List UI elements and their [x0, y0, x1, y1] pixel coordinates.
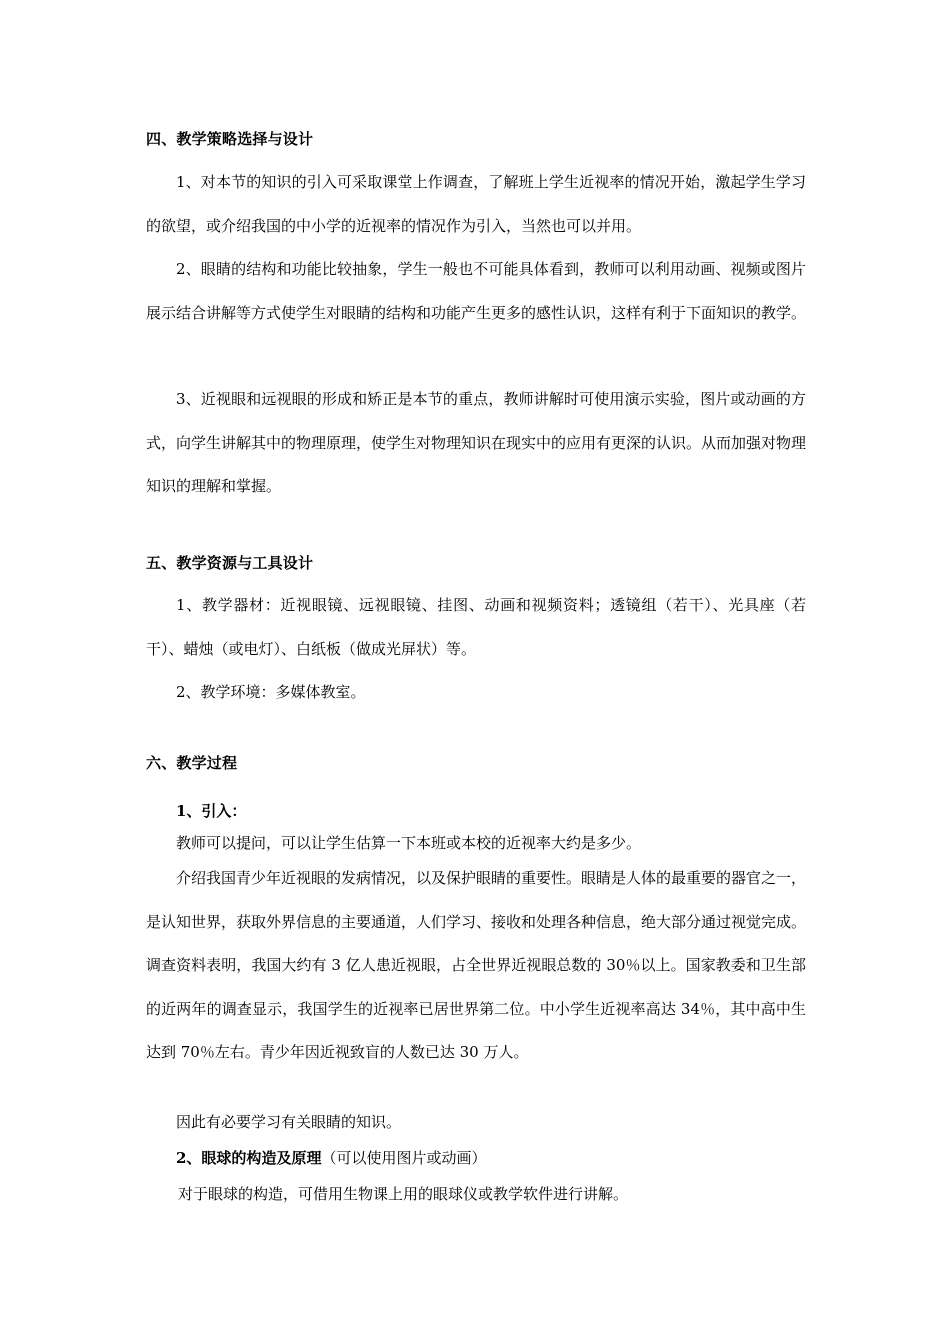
section4-para2 [146, 248, 806, 335]
section6-item2-line1: 对于眼球的构造，可借用生物课上用的眼球仪或教学软件进行讲解。 [178, 1185, 629, 1203]
section5-para1 [146, 584, 806, 671]
section6-item1-line1: 教师可以提问，可以让学生估算一下本班或本校的近视率大约是多少。 [176, 834, 642, 852]
section6-item1-para [146, 857, 806, 1075]
section6-item2-title: 2、眼球的构造及原理 [176, 1149, 322, 1167]
section5-para2-text: 2、教学环境：多媒体教室。 [176, 683, 366, 701]
section4-para1 [146, 161, 806, 248]
section4-heading: 四、教学策略选择与设计 [146, 130, 314, 148]
section5-para1-text: 1、教学器材：近视眼镜、远视眼镜、挂图、动画和视频资料；透镜组（若干）、光具座（若干）、蜡烛（或电灯）、白纸板（做成光屏状）等。 [146, 596, 806, 658]
section4-para2-text: 2、眼睛的结构和功能比较抽象，学生一般也不可能具体看到，教师可以利用动画、视频或图片展示结合讲解等方式使学生对眼睛的结构和功能产生更多的感性认识，这样有利于下面知识的教学。 [146, 260, 807, 322]
section5-heading: 五、教学资源与工具设计 [146, 554, 314, 572]
section4-para3 [146, 378, 806, 509]
section6-item1-line3: 因此有必要学习有关眼睛的知识。 [176, 1113, 402, 1131]
section4-para3-text: 3、近视眼和远视眼的形成和矫正是本节的重点，教师讲解时可使用演示实验，图片或动画的方式，向学生讲解其中的物理原理，使学生对物理知识在现实中的应用有更深的认识。从而加强对物理知识的理解和掌握。 [146, 390, 807, 495]
section6-heading: 六、教学过程 [146, 754, 238, 772]
section6-item2-note: （可以使用图片或动画） [321, 1149, 487, 1167]
section6-item1-para-text: 介绍我国青少年近视眼的发病情况，以及保护眼睛的重要性。眼睛是人体的最重要的器官之一，是认知世界，获取外界信息的主要通道，人们学习、接收和处理各种信息，绝大部分通过视觉完成。调查资料表明，我国大约有 3 亿人患近视眼，占全世界近视眼总数的 30％以上。国家教委和卫生部的近两年的调查显示，我国学生的近视率已居世界第二位。中小学生近视率高达 34％，其中高中生达到 70％左右。青少年因近视致盲的人数已达 30 万人。 [146, 869, 807, 1061]
section6-item2 [176, 1147, 486, 1168]
section6-item1-title: 1、引入： [176, 802, 247, 820]
section5-para2 [146, 671, 806, 715]
section4-para1-text: 1、对本节的知识的引入可采取课堂上作调查，了解班上学生近视率的情况开始，激起学生学习的欲望，或介绍我国的中小学的近视率的情况作为引入，当然也可以并用。 [146, 173, 806, 235]
